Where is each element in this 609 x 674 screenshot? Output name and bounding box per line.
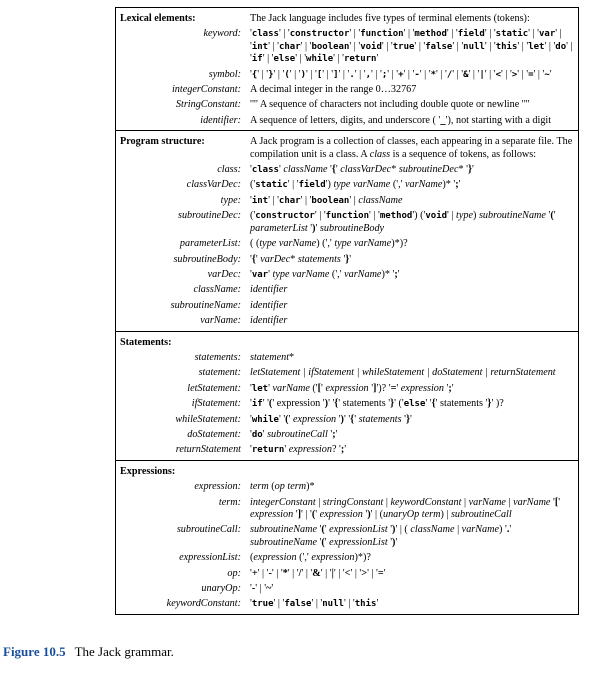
rule-label: identifier: — [200, 114, 241, 126]
token: var — [539, 29, 556, 40]
rule-label: op: — [227, 567, 241, 579]
token: ] — [333, 69, 339, 80]
rule-definition: subroutineName '(' expressionList ')' | ( className | varName) '.' subroutineName '(' expressionList ')' — [250, 524, 512, 548]
rule-label: StringConstant: — [175, 99, 241, 111]
rule-label: unaryOp: — [201, 583, 241, 595]
grammar-rule-class — [116, 161, 578, 176]
section-heading: Statements: — [120, 336, 172, 348]
grammar-rule-parameter-list — [116, 235, 578, 250]
grammar-rule-let-statement — [116, 380, 578, 395]
rule-label: class: — [217, 164, 241, 176]
caption-text: The Jack grammar. — [74, 644, 174, 659]
rule-label: varName: — [200, 315, 241, 327]
grammar-rule-identifier — [116, 112, 578, 127]
rule-label: classVarDec: — [186, 179, 241, 191]
rule-label: term: — [218, 496, 241, 508]
rule-definition: 'while' '(' expression ')' '{' statements '}' — [250, 413, 412, 425]
rule-definition: term (op term)* — [250, 481, 315, 493]
token: char — [278, 41, 301, 52]
token: static — [495, 29, 529, 40]
grammar-rule-integer-constant — [116, 81, 578, 96]
keyword-list: 'class' | 'constructor' | 'function' | 'method' | 'field' | 'static' | 'var' | 'int' | 'char' | 'boolean' | 'void' | 'true' | 'false' | 'null' | 'this' | 'let' | 'do' | 'if' | 'else' | 'while' | 'return' — [250, 28, 573, 65]
token: > — [511, 69, 518, 80]
token: boolean — [311, 41, 350, 52]
rule-definition: 'true' | 'false' | 'null' | 'this' — [250, 598, 379, 610]
rule-label: parameterList: — [179, 238, 241, 250]
statements-section — [116, 332, 578, 461]
program-structure-section — [116, 131, 578, 331]
token: this — [495, 41, 518, 52]
token: , — [365, 69, 372, 80]
token: [ — [316, 69, 323, 80]
grammar-rule-symbol — [116, 66, 578, 81]
token: class — [251, 29, 279, 40]
section-heading: Lexical elements: — [120, 13, 196, 24]
rule-definition: '{' varDec* statements '}' — [250, 253, 352, 265]
rule-label: subroutineName: — [170, 299, 241, 311]
lexical-intro-row — [116, 10, 578, 25]
grammar-rule-while-statement — [116, 411, 578, 426]
token: = — [528, 69, 534, 80]
rule-definition: letStatement | ifStatement | whileStatement | doStatement | returnStatement — [250, 367, 556, 379]
token: . — [349, 69, 355, 80]
rule-definition: 'let' varName ('[' expression ']')? '=' expression ';' — [250, 382, 454, 394]
grammar-rule-if-statement — [116, 395, 578, 410]
token: / — [446, 69, 453, 80]
figure-caption — [3, 644, 174, 660]
rule-label: keywordConstant: — [166, 598, 241, 610]
grammar-rule-statement — [116, 364, 578, 379]
rule-label: keyword: — [203, 28, 241, 40]
grammar-rule-do-statement — [116, 426, 578, 441]
grammar-rule-return-statement — [116, 441, 578, 456]
rule-definition: '+' | '-' | '*' | '/' | '&' | '|' | '<' | '>' | '=' — [250, 567, 386, 579]
rule-label: letStatement: — [187, 382, 241, 394]
lexical-elements-section — [116, 8, 578, 131]
rule-definition: A sequence of letters, digits, and underscore ( '_'), not starting with a digit — [250, 114, 552, 126]
rule-definition: integerConstant | stringConstant | keywordConstant | varName | varName '[' expression ']' | '(' expression ')' | (unaryOp term) | subroutineCall — [250, 496, 561, 520]
grammar-rule-subroutine-call — [116, 521, 578, 549]
token: do — [555, 41, 567, 52]
rule-definition: identifier — [250, 284, 288, 296]
rule-definition: 'if' '(' expression ')' '{' statements '}' ('else' '{' statements '}' )? — [250, 398, 504, 410]
token: ) — [300, 69, 307, 80]
rule-definition: ( (type varName) (',' type varName)*)? — [250, 238, 408, 250]
grammar-rule-subroutine-body — [116, 251, 578, 266]
rule-label: subroutineBody: — [173, 253, 241, 265]
grammar-rule-op — [116, 565, 578, 580]
token: function — [360, 29, 404, 40]
grammar-rule-var-name — [116, 312, 578, 327]
grammar-rule-subroutine-name — [116, 297, 578, 312]
rule-label: statement: — [198, 367, 241, 379]
token: else — [273, 54, 296, 65]
token: ; — [381, 69, 388, 80]
rule-definition: '"' A sequence of characters not including double quote or newline '"' — [250, 99, 530, 111]
token: ~ — [544, 69, 550, 80]
grammar-rule-unary-op — [116, 580, 578, 595]
rule-definition: ('constructor' | 'function' | 'method') ('void' | type) subroutineName '(' parameterList ')' subroutineBody — [250, 210, 556, 234]
grammar-rule-keyword — [116, 25, 578, 65]
token: field — [457, 29, 485, 40]
token: null — [463, 41, 485, 52]
section-heading: Expressions: — [120, 465, 176, 477]
token: < — [495, 69, 502, 80]
rule-label: whileStatement: — [175, 413, 241, 425]
program-intro-row — [116, 133, 578, 161]
token: method — [414, 29, 447, 40]
grammar-rule-class-var-dec — [116, 176, 578, 191]
rule-label: expressionList: — [179, 552, 241, 564]
grammar-rule-statements — [116, 349, 578, 364]
token: false — [425, 41, 453, 52]
lexical-intro: The Jack language includes five types of terminal elements (tokens): — [250, 13, 530, 24]
token: while — [306, 54, 334, 65]
token: let — [528, 41, 545, 52]
symbol-list: '{' | '}' | '(' | ')' | '[' | ']' | '.' | ',' | ';' | '+' | '-' | '*' | '/' | '&' | '|' | '<' | '>' | '=' | '~' — [250, 68, 552, 80]
grammar-rule-keyword-constant — [116, 595, 578, 610]
rule-label: doStatement: — [187, 428, 241, 440]
rule-label: ifStatement: — [191, 398, 241, 410]
rule-definition: ('static' | 'field') type varName (',' varName)* ';' — [250, 179, 461, 191]
rule-definition: 'return' expression? ';' — [250, 444, 347, 456]
rule-definition: 'do' subroutineCall ';' — [250, 428, 338, 440]
rule-definition: 'int' | 'char' | 'boolean' | className — [250, 194, 403, 206]
grammar-rule-term — [116, 494, 578, 522]
token: ( — [284, 69, 290, 80]
expressions-section — [116, 461, 578, 614]
rule-label: symbol: — [208, 68, 241, 80]
figure-number: Figure 10.5 — [3, 644, 66, 659]
section-heading: Program structure: — [120, 136, 205, 148]
rule-definition: '-' | '~' — [250, 583, 274, 595]
token: true — [392, 41, 415, 52]
rule-label: type: — [220, 194, 241, 206]
rule-label: varDec: — [207, 268, 241, 280]
token: & — [463, 69, 469, 80]
grammar-rule-var-dec — [116, 266, 578, 281]
token: - — [414, 69, 420, 80]
token: void — [360, 41, 382, 52]
token: constructor — [289, 29, 350, 40]
token: + — [398, 69, 404, 80]
rule-label: subroutineCall: — [176, 524, 241, 536]
rule-definition: 'var' type varName (',' varName)* ';' — [250, 268, 400, 280]
rule-label: subroutineDec: — [178, 210, 241, 222]
rule-label: className: — [193, 284, 241, 296]
token: * — [430, 69, 437, 80]
token: return — [343, 54, 377, 65]
token: if — [251, 54, 263, 65]
rule-definition: statement* — [250, 351, 295, 363]
rule-label: returnStatement — [175, 444, 241, 456]
rule-label: expression: — [194, 481, 241, 493]
grammar-rule-string-constant — [116, 96, 578, 111]
grammar-table — [115, 7, 579, 615]
token: { — [251, 69, 258, 80]
grammar-rule-expression-list — [116, 549, 578, 564]
rule-definition: identifier — [250, 315, 288, 327]
token: | — [479, 69, 485, 80]
grammar-rule-class-name — [116, 281, 578, 296]
rule-definition: (expression (',' expression)*)? — [250, 552, 371, 564]
token: int — [251, 41, 269, 52]
token: } — [268, 69, 274, 80]
grammar-rule-expression — [116, 478, 578, 493]
rule-definition: 'class' className '{' classVarDec* subroutineDec* '}' — [250, 164, 474, 176]
rule-definition: identifier — [250, 299, 288, 311]
program-intro: A Jack program is a collection of classes, each appearing in a separate file. The compilation unit is a class. A class is a sequence of tokens, as follows: — [250, 136, 573, 160]
rule-label: statements: — [194, 351, 241, 363]
grammar-rule-subroutine-dec — [116, 207, 578, 235]
rule-label: integerConstant: — [171, 84, 241, 96]
grammar-rule-type — [116, 192, 578, 207]
rule-definition: A decimal integer in the range 0…32767 — [250, 84, 417, 96]
